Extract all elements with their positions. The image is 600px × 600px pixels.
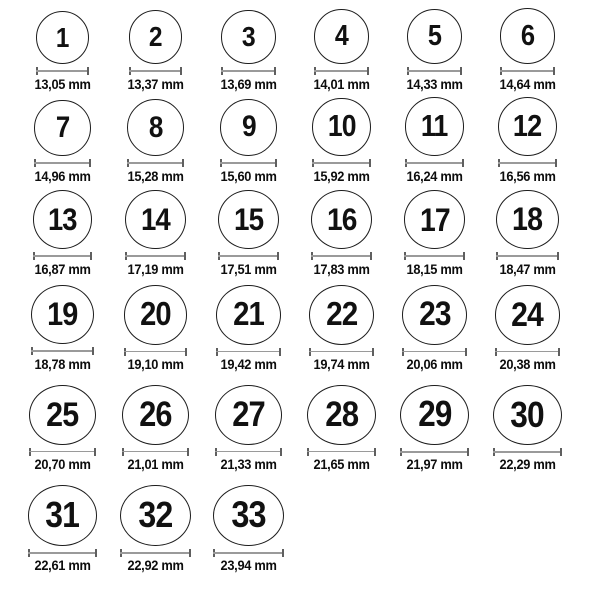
diameter-ruler — [29, 448, 95, 455]
size-circle — [496, 190, 559, 249]
ring-size-cell — [202, 385, 295, 485]
ruler-right-tick — [463, 252, 465, 260]
size-circle — [28, 485, 98, 546]
diameter-ruler — [216, 348, 280, 355]
ruler-right-tick — [282, 549, 284, 557]
size-number: 24 — [511, 295, 544, 334]
size-number: 25 — [46, 395, 79, 434]
ruler-line — [400, 451, 469, 453]
ring-size-cell — [16, 385, 109, 485]
diameter-label: 14,64 mm — [499, 77, 556, 92]
diameter-label: 13,37 mm — [127, 77, 184, 92]
size-number: 3 — [242, 20, 255, 52]
diameter-label: 23,94 mm — [220, 558, 277, 573]
diameter-label: 21,33 mm — [220, 457, 277, 472]
size-circle — [495, 285, 561, 345]
ruler-right-tick — [560, 448, 562, 456]
ring-size-cell — [202, 485, 295, 600]
diameter-label: 15,60 mm — [220, 169, 277, 184]
ruler-line — [312, 162, 370, 164]
size-number: 19 — [47, 295, 78, 333]
ruler-right-tick — [274, 67, 276, 75]
diameter-ruler — [402, 348, 467, 355]
ring-size-cell — [16, 0, 109, 95]
ruler-line — [120, 552, 190, 554]
diameter-ruler — [221, 67, 275, 75]
diameter-label: 14,01 mm — [313, 77, 370, 92]
ruler-right-tick — [277, 252, 279, 260]
ruler-line — [500, 70, 556, 72]
ruler-right-tick — [189, 549, 191, 557]
ruler-right-tick — [87, 67, 89, 75]
ruler-line — [34, 162, 90, 164]
ruler-line — [495, 351, 561, 353]
ruler-right-tick — [187, 448, 189, 456]
ruler-right-tick — [370, 252, 372, 260]
ring-size-cell — [109, 485, 202, 600]
ring-size-cell — [109, 95, 202, 190]
ruler-line — [36, 70, 89, 72]
diameter-ruler — [400, 448, 469, 455]
ruler-right-tick — [279, 348, 281, 356]
size-number: 13 — [48, 202, 77, 238]
ring-size-cell — [109, 190, 202, 285]
size-circle — [220, 99, 277, 156]
size-circle — [120, 485, 190, 546]
size-circle — [125, 190, 185, 249]
diameter-label: 18,78 mm — [34, 357, 91, 372]
diameter-label: 14,96 mm — [34, 169, 91, 184]
size-number: 9 — [241, 110, 256, 144]
diameter-ruler — [314, 67, 369, 75]
ruler-right-tick — [462, 159, 464, 167]
ruler-right-tick — [557, 252, 559, 260]
ruler-line — [307, 451, 375, 453]
size-number: 12 — [513, 108, 542, 144]
size-circle — [215, 385, 283, 445]
size-number: 26 — [139, 394, 172, 434]
ruler-right-tick — [467, 448, 469, 456]
diameter-ruler — [498, 159, 557, 167]
ring-size-cell — [109, 0, 202, 95]
ring-size-cell — [388, 95, 481, 190]
ruler-right-tick — [465, 348, 467, 356]
ruler-line — [215, 451, 283, 453]
diameter-ruler — [36, 67, 89, 75]
diameter-label: 20,06 mm — [406, 357, 463, 372]
diameter-ruler — [31, 347, 94, 355]
diameter-ruler — [404, 252, 466, 260]
size-number: 31 — [45, 494, 80, 536]
diameter-ruler — [125, 252, 185, 260]
ruler-right-tick — [94, 448, 96, 456]
diameter-ruler — [124, 348, 188, 355]
ring-size-cell — [202, 0, 295, 95]
ring-size-cell — [16, 190, 109, 285]
ring-size-cell — [388, 385, 481, 485]
ruler-line — [493, 451, 562, 453]
ruler-right-tick — [374, 448, 376, 456]
ring-size-cell — [16, 285, 109, 385]
size-number: 16 — [326, 200, 357, 237]
size-circle — [218, 190, 279, 249]
ring-size-cell — [295, 385, 388, 485]
size-number: 29 — [417, 394, 452, 435]
diameter-label: 17,51 mm — [220, 262, 277, 277]
diameter-ruler — [312, 159, 370, 167]
size-number: 5 — [427, 20, 442, 53]
ruler-right-tick — [184, 252, 186, 260]
diameter-ruler — [307, 448, 375, 455]
size-circle — [129, 10, 183, 64]
ruler-line — [498, 162, 557, 164]
ring-size-cell — [295, 0, 388, 95]
size-circle — [402, 285, 467, 345]
diameter-ruler — [493, 448, 562, 455]
diameter-label: 21,65 mm — [313, 457, 370, 472]
diameter-ruler — [120, 549, 190, 556]
ruler-line — [33, 255, 93, 257]
size-circle — [36, 11, 89, 64]
ruler-right-tick — [558, 348, 560, 356]
ruler-line — [218, 255, 279, 257]
ruler-line — [31, 350, 94, 352]
ruler-right-tick — [182, 159, 184, 167]
ring-size-cell — [202, 285, 295, 385]
ruler-line — [122, 451, 189, 453]
ruler-line — [129, 70, 183, 72]
ring-size-cell — [481, 285, 574, 385]
diameter-ruler — [496, 252, 559, 260]
ruler-line — [311, 255, 372, 257]
diameter-ruler — [34, 159, 90, 167]
size-circle — [407, 9, 462, 64]
size-circle — [122, 385, 189, 445]
size-number: 30 — [510, 394, 545, 436]
diameter-label: 21,01 mm — [127, 457, 184, 472]
ruler-line — [496, 255, 559, 257]
size-circle — [314, 9, 369, 64]
size-circle — [493, 385, 562, 445]
size-number: 20 — [140, 296, 171, 334]
diameter-label: 19,74 mm — [313, 357, 370, 372]
diameter-ruler — [309, 348, 374, 355]
ruler-right-tick — [280, 448, 282, 456]
diameter-label: 15,92 mm — [313, 169, 370, 184]
diameter-ruler — [407, 67, 462, 75]
diameter-label: 18,15 mm — [406, 262, 463, 277]
ruler-line — [220, 162, 277, 164]
ruler-line — [407, 70, 462, 72]
size-circle — [404, 190, 466, 249]
size-number: 4 — [334, 20, 349, 53]
size-number: 10 — [327, 109, 356, 143]
diameter-ruler — [405, 159, 464, 167]
size-circle — [127, 99, 184, 156]
size-circle — [124, 285, 188, 345]
ring-size-cell — [388, 285, 481, 385]
size-circle — [312, 98, 370, 156]
ruler-right-tick — [275, 159, 277, 167]
size-number: 8 — [148, 110, 163, 144]
ruler-line — [213, 552, 284, 554]
size-circle — [405, 97, 464, 156]
diameter-ruler — [127, 159, 184, 167]
ring-size-cell — [295, 190, 388, 285]
diameter-label: 21,97 mm — [406, 457, 463, 472]
ruler-line — [404, 255, 466, 257]
ring-size-cell — [16, 95, 109, 190]
ring-size-cell — [388, 190, 481, 285]
ring-size-cell — [109, 285, 202, 385]
size-circle — [500, 8, 556, 64]
diameter-label: 16,24 mm — [406, 169, 463, 184]
diameter-label: 17,83 mm — [313, 262, 370, 277]
ruler-right-tick — [92, 347, 94, 355]
diameter-label: 22,92 mm — [127, 558, 184, 573]
size-number: 15 — [233, 200, 264, 237]
size-number: 1 — [56, 21, 69, 53]
diameter-ruler — [213, 549, 284, 556]
size-number: 33 — [231, 494, 266, 536]
diameter-ruler — [495, 348, 561, 355]
diameter-label: 22,61 mm — [34, 558, 91, 573]
diameter-ruler — [500, 67, 556, 75]
ruler-right-tick — [90, 252, 92, 260]
size-circle — [400, 385, 469, 445]
ruler-right-tick — [95, 549, 97, 557]
ring-size-cell — [481, 95, 574, 190]
ring-size-cell — [16, 485, 109, 600]
size-circle — [213, 485, 284, 546]
size-circle — [33, 190, 93, 249]
ruler-line — [216, 351, 280, 353]
ruler-line — [402, 351, 467, 353]
diameter-ruler — [220, 159, 277, 167]
size-number: 14 — [141, 201, 170, 237]
size-number: 21 — [233, 296, 264, 334]
diameter-label: 20,70 mm — [34, 457, 91, 472]
ruler-line — [125, 255, 185, 257]
size-circle — [498, 97, 557, 156]
size-circle — [311, 190, 372, 249]
ring-size-cell — [295, 285, 388, 385]
ring-size-cell — [388, 0, 481, 95]
diameter-label: 14,33 mm — [406, 77, 463, 92]
ruler-right-tick — [180, 67, 182, 75]
ruler-line — [314, 70, 369, 72]
size-number: 27 — [232, 395, 265, 435]
diameter-label: 17,19 mm — [127, 262, 184, 277]
diameter-ruler — [129, 67, 183, 75]
size-number: 28 — [325, 394, 358, 435]
diameter-label: 15,28 mm — [127, 169, 184, 184]
ruler-right-tick — [555, 159, 557, 167]
size-circle — [31, 285, 94, 344]
diameter-ruler — [33, 252, 93, 260]
diameter-ruler — [122, 448, 189, 455]
ring-size-cell — [481, 385, 574, 485]
size-number: 2 — [149, 21, 162, 53]
ring-size-cell — [481, 190, 574, 285]
ruler-right-tick — [185, 348, 187, 356]
diameter-ruler — [28, 549, 98, 556]
diameter-ruler — [215, 448, 283, 455]
diameter-label: 16,56 mm — [499, 169, 556, 184]
ruler-right-tick — [89, 159, 91, 167]
size-number: 7 — [55, 111, 70, 145]
size-number: 11 — [421, 109, 448, 144]
size-number: 17 — [419, 201, 450, 238]
ruler-line — [309, 351, 374, 353]
ring-size-cell — [202, 190, 295, 285]
size-circle — [309, 285, 374, 345]
ruler-line — [221, 70, 275, 72]
diameter-label: 13,69 mm — [220, 77, 277, 92]
diameter-label: 19,10 mm — [127, 357, 184, 372]
size-number: 6 — [520, 19, 535, 52]
diameter-label: 19,42 mm — [220, 357, 277, 372]
ring-size-cell — [295, 95, 388, 190]
ring-size-cell — [202, 95, 295, 190]
ruler-line — [127, 162, 184, 164]
size-circle — [34, 100, 90, 156]
ring-size-cell — [481, 0, 574, 95]
diameter-label: 22,29 mm — [499, 457, 556, 472]
diameter-ruler — [311, 252, 372, 260]
ring-size-cell — [109, 385, 202, 485]
ruler-right-tick — [369, 159, 371, 167]
size-number: 23 — [418, 294, 451, 333]
ruler-right-tick — [367, 67, 369, 75]
size-number: 18 — [512, 201, 543, 238]
size-number: 32 — [138, 494, 173, 536]
ruler-right-tick — [372, 348, 374, 356]
ruler-line — [28, 552, 98, 554]
size-circle — [29, 385, 95, 445]
size-circle — [221, 10, 275, 64]
size-circle — [216, 285, 280, 345]
diameter-label: 16,87 mm — [34, 262, 91, 277]
ruler-line — [124, 351, 188, 353]
ruler-line — [29, 451, 95, 453]
diameter-label: 13,05 mm — [34, 77, 91, 92]
diameter-ruler — [218, 252, 279, 260]
diameter-label: 18,47 mm — [499, 262, 556, 277]
ruler-right-tick — [553, 67, 555, 75]
size-circle — [307, 385, 375, 445]
ruler-line — [405, 162, 464, 164]
ruler-right-tick — [460, 67, 462, 75]
diameter-label: 20,38 mm — [499, 357, 556, 372]
size-number: 22 — [325, 295, 358, 333]
